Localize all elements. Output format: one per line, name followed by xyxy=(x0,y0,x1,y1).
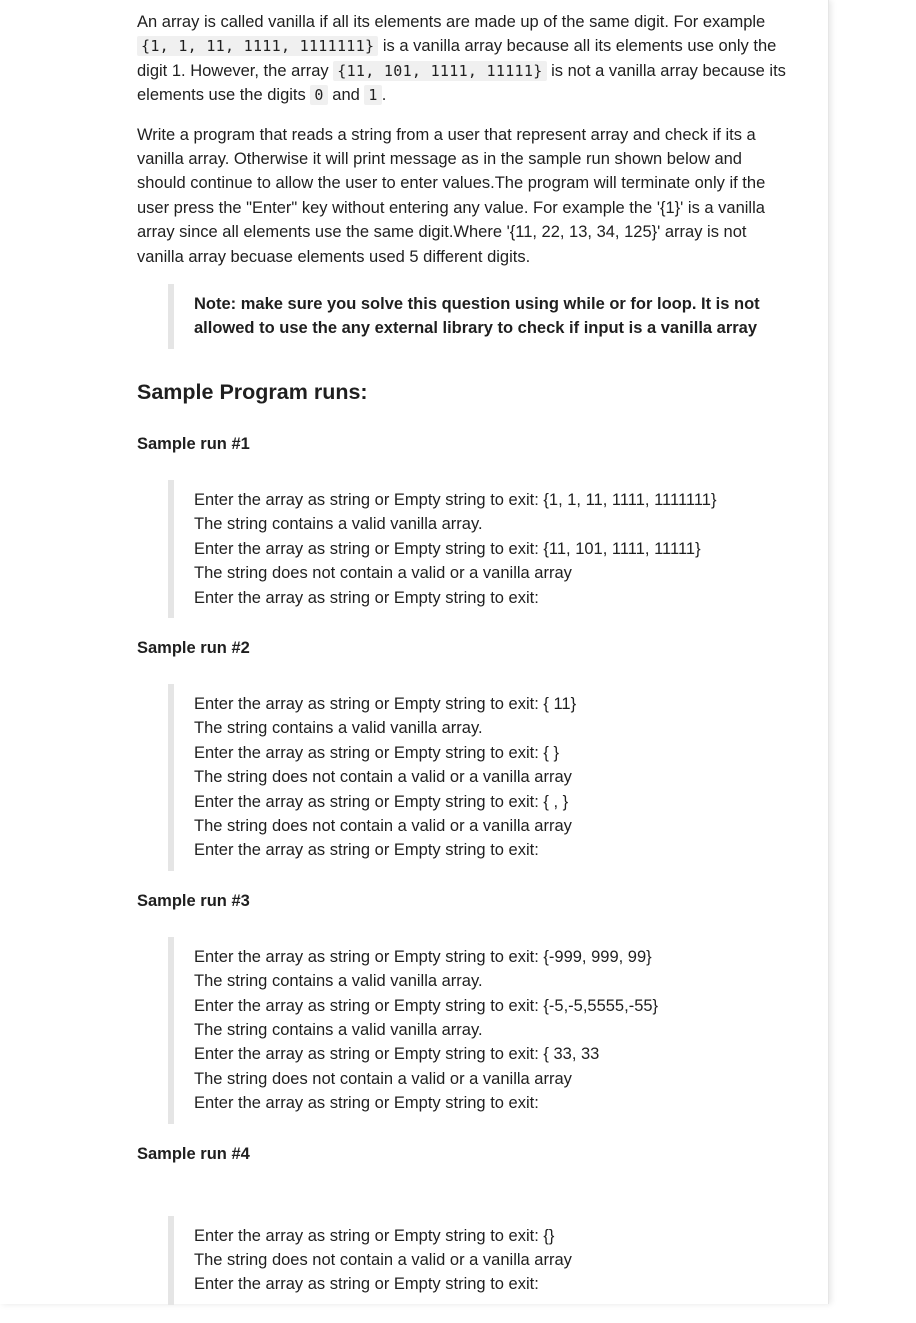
sample-run-1-title: Sample run #1 xyxy=(137,434,250,453)
code-digit-zero: 0 xyxy=(310,85,327,105)
sample-run-line: The string contains a valid vanilla array. xyxy=(194,719,483,738)
intro-text-d: and xyxy=(327,86,365,105)
intro-text-c: is not a vanilla array because its elements use the digits xyxy=(137,61,786,105)
intro-text-a: An array is called vanilla if all its elements are made up of the same digit. For example xyxy=(137,13,766,31)
sample-run-line: The string does not contain a valid or a vanilla array xyxy=(194,1069,572,1088)
code-example-not-vanilla: {11, 101, 1111, 11111} xyxy=(333,61,546,81)
sample-run-line: The string does not contain a valid or a vanilla array xyxy=(194,564,572,583)
document-content xyxy=(137,10,792,1323)
sample-run-line: Enter the array as string or Empty string to exit: {-5,-5,5555,-55} xyxy=(194,996,659,1015)
sample-run-line: Enter the array as string or Empty string to exit: { , } xyxy=(194,792,569,811)
sample-run-line: Enter the array as string or Empty string to exit: { } xyxy=(194,743,559,762)
code-digit-one: 1 xyxy=(364,85,381,105)
sample-run-3-title: Sample run #3 xyxy=(137,891,250,910)
note-blockquote xyxy=(168,284,792,349)
intro-text-b: is a vanilla array because all its elements use only the digit 1. However, the array xyxy=(137,37,777,80)
note-text: Note: make sure you solve this question using while or for loop. It is not allowed to use the any external library to check if input is a vanilla array xyxy=(194,295,760,338)
sample-run-line: Enter the array as string or Empty string to exit: { 33, 33 xyxy=(194,1045,600,1064)
sample-run-2-title: Sample run #2 xyxy=(137,638,250,657)
intro-paragraph xyxy=(137,10,792,108)
sample-run-line: The string does not contain a valid or a vanilla array xyxy=(194,1251,572,1269)
intro-text-e: . xyxy=(381,86,387,105)
sample-run-4-spacer xyxy=(137,1190,792,1216)
sample-run-line: Enter the array as string or Empty string to exit: {-999, 999, 99} xyxy=(194,947,652,966)
sample-run-line: Enter the array as string or Empty string to exit: {1, 1, 11, 1111, 1111111} xyxy=(194,490,717,509)
sample-run-line: Enter the array as string or Empty string to exit: xyxy=(194,1275,539,1294)
sample-run-line: Enter the array as string or Empty string to exit: {11, 101, 1111, 11111} xyxy=(194,539,701,558)
sample-run-4-title: Sample run #4 xyxy=(137,1144,250,1163)
sample-run-line: The string contains a valid vanilla array. xyxy=(194,1020,483,1039)
sample-run-line: Enter the array as string or Empty string to exit: { 11} xyxy=(194,694,577,713)
code-example-vanilla: {1, 1, 11, 1111, 1111111} xyxy=(137,36,378,56)
task-paragraph: Write a program that reads a string from a user that represent array and check if its a vanilla array. Otherwise it will print message as in the sample run shown below and should continue to allow the user to enter values.The program will terminate only if the user press the "Enter" key without entering any value. For example the '{1}' is a vanilla array since all elements use the same digit.Where '{11, 22, 13, 34, 125}' array is not vanilla array becuase elements used 5 different digits. xyxy=(137,125,766,266)
sample-run-4-block xyxy=(168,1216,792,1305)
sample-run-line: Enter the array as string or Empty string to exit: xyxy=(194,841,539,860)
sample-run-2-block xyxy=(168,684,792,871)
sample-run-line: The string contains a valid vanilla array. xyxy=(194,972,483,991)
sample-run-3-block xyxy=(168,937,792,1124)
sample-run-line: The string does not contain a valid or a vanilla array xyxy=(194,816,572,835)
samples-heading: Sample Program runs: xyxy=(137,379,368,404)
sample-run-line: Enter the array as string or Empty string to exit: {} xyxy=(194,1226,555,1245)
sample-run-line: The string does not contain a valid or a vanilla array xyxy=(194,768,572,787)
sample-run-line: Enter the array as string or Empty string to exit: xyxy=(194,588,539,607)
sample-run-1-block xyxy=(168,480,792,618)
sample-run-line: Enter the array as string or Empty string to exit: xyxy=(194,1094,539,1113)
sample-run-line: The string contains a valid vanilla array. xyxy=(194,515,483,534)
